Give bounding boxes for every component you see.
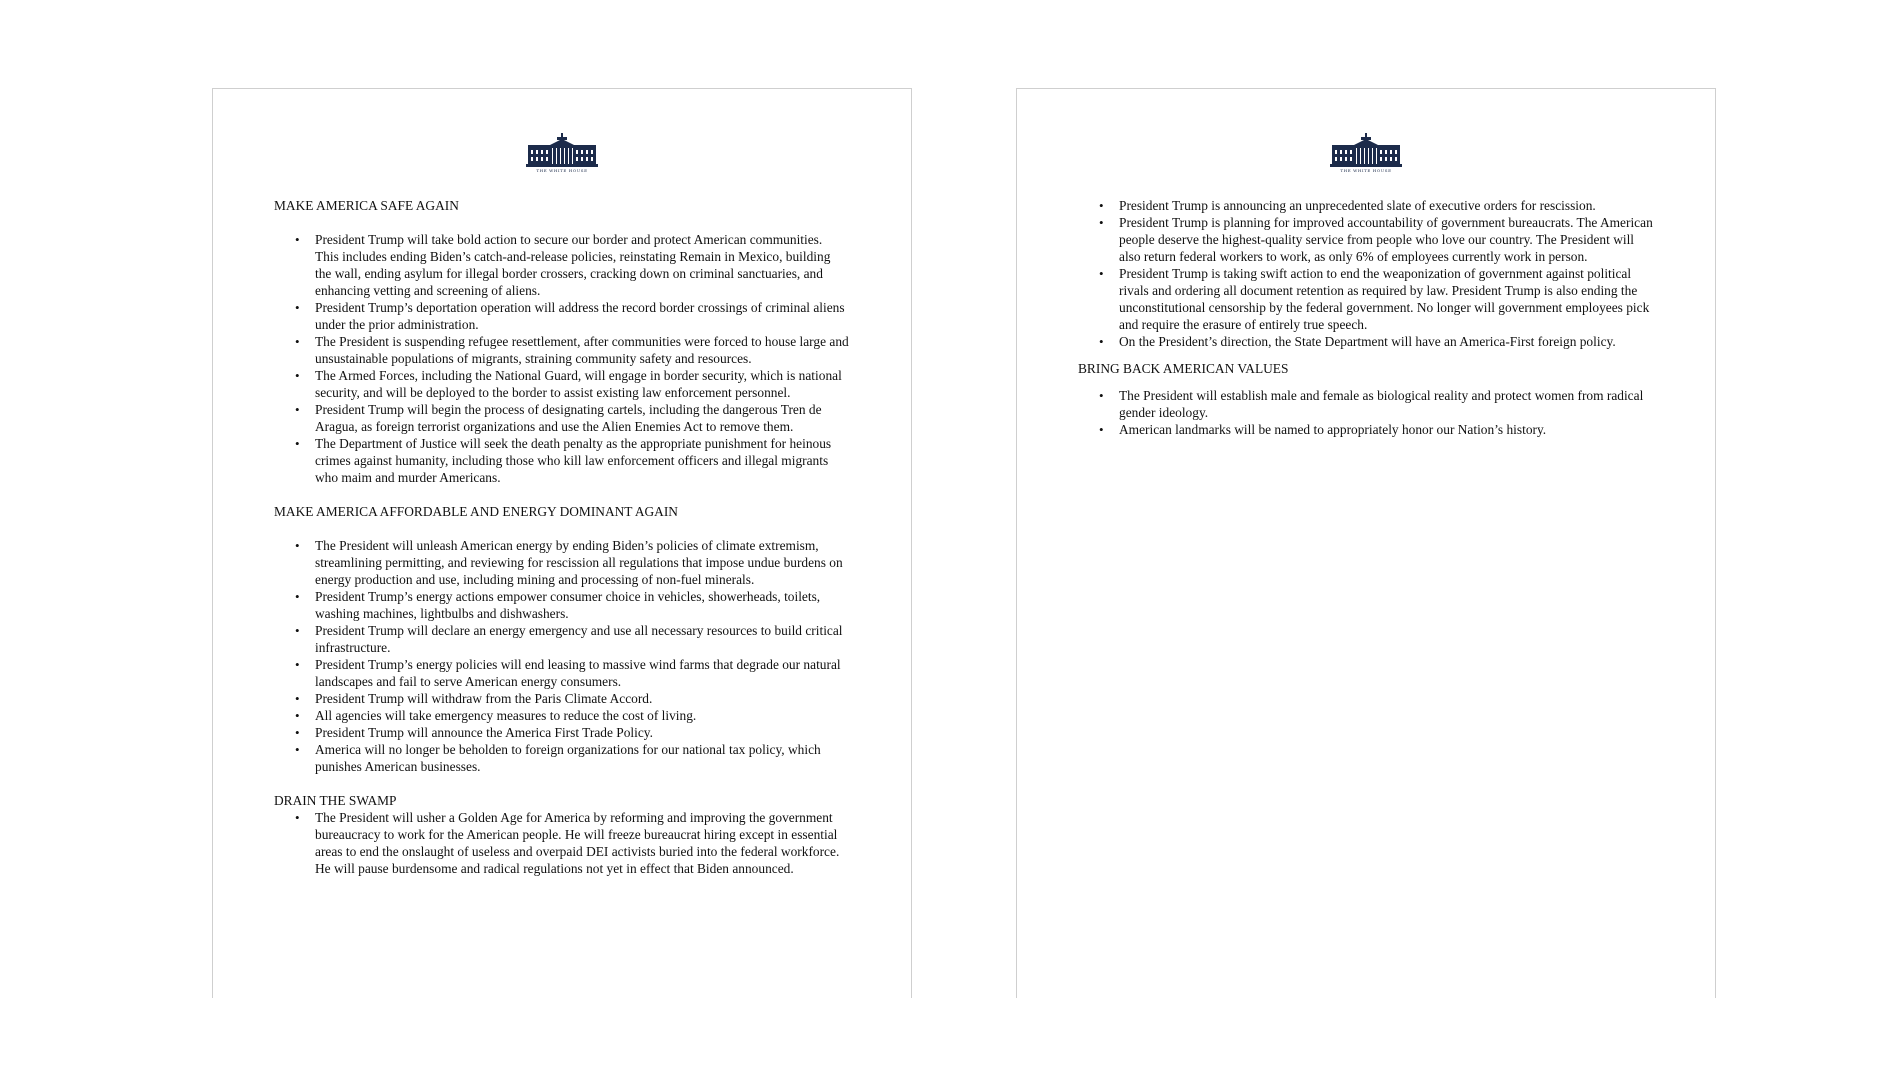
bullet-item: • The Department of Justice will seek the death penalty as the appropriate punishment for heinous crimes against humanity, including those who kill law enforcement officers and illegal migrants who maim and murder Americans. (315, 435, 849, 486)
bullet-item: • President Trump’s deportation operation will address the record border crossings of criminal aliens under the prior administration. (315, 299, 849, 333)
bullet-list (1078, 197, 1653, 350)
bullet-item: • President Trump is taking swift action to end the weaponization of government against political rivals and ordering all document retention as required by law. President Trump is also ending the unconstitutional censorship by the federal government. No longer will government employees pick and require the erasure of entirely true speech. (1119, 265, 1653, 333)
bullet-item: • American landmarks will be named to appropriately honor our Nation’s history. (1119, 421, 1653, 438)
document-page-1 (212, 88, 912, 998)
logo-caption: THE WHITE HOUSE (536, 168, 588, 173)
white-house-logo (1017, 133, 1715, 173)
bullet-item: • President Trump’s energy actions empower consumer choice in vehicles, showerheads, toilets, washing machines, lightbulbs and dishwashers. (315, 588, 849, 622)
bullet-item: • On the President’s direction, the State Department will have an America-First foreign policy. (1119, 333, 1653, 350)
bullet-item: • America will no longer be beholden to foreign organizations for our national tax policy, which punishes American businesses. (315, 741, 849, 775)
document-page-2 (1016, 88, 1716, 998)
section-heading: BRING BACK AMERICAN VALUES (1078, 361, 1289, 376)
bullet-item: • President Trump will begin the process of designating cartels, including the dangerous Tren de Aragua, as foreign terrorist organizations and use the Alien Enemies Act to remove them. (315, 401, 849, 435)
page-2-content (1078, 197, 1653, 438)
logo-caption: THE WHITE HOUSE (1340, 168, 1392, 173)
bullet-item: • The President will usher a Golden Age for America by reforming and improving the government bureaucracy to work for the American people. He will freeze bureaucrat hiring except in essential areas to end the onslaught of useless and overpaid DEI activists buried into the federal workforce. He will pause burdensome and radical regulations not yet in effect that Biden announced. (315, 809, 849, 877)
bullet-item: • The President will establish male and female as biological reality and protect women from radical gender ideology. (1119, 387, 1653, 421)
bullet-item: • The President will unleash American energy by ending Biden’s policies of climate extremism, streamlining permitting, and reviewing for rescission all regulations that impose undue burdens on energy production and use, including mining and processing of non-fuel minerals. (315, 537, 849, 588)
bullet-list (274, 537, 849, 775)
white-house-logo (213, 133, 911, 173)
section-heading: MAKE AMERICA SAFE AGAIN (274, 198, 459, 213)
section-heading: DRAIN THE SWAMP (274, 793, 397, 808)
bullet-list (1078, 387, 1653, 438)
white-house-building-icon (1330, 133, 1402, 167)
bullet-list (274, 809, 849, 877)
bullet-item: • President Trump will withdraw from the Paris Climate Accord. (315, 690, 849, 707)
bullet-item: • President Trump will announce the America First Trade Policy. (315, 724, 849, 741)
bullet-item: • President Trump’s energy policies will end leasing to massive wind farms that degrade our natural landscapes and fail to serve American energy consumers. (315, 656, 849, 690)
bullet-item: • All agencies will take emergency measures to reduce the cost of living. (315, 707, 849, 724)
bullet-item: • President Trump is planning for improved accountability of government bureaucrats. The American people deserve the highest-quality service from people who love our country. The President will also return federal workers to work, as only 6% of employees currently work in person. (1119, 214, 1653, 265)
white-house-building-icon (526, 133, 598, 167)
bullet-item: • The President is suspending refugee resettlement, after communities were forced to house large and unsustainable populations of migrants, straining community safety and resources. (315, 333, 849, 367)
bullet-item: • President Trump will take bold action to secure our border and protect American communities. This includes ending Biden’s catch-and-release policies, reinstating Remain in Mexico, building the wall, ending asylum for illegal border crossers, cracking down on criminal sanctuaries, and enhancing vetting and screening of aliens. (315, 231, 849, 299)
bullet-list (274, 231, 849, 486)
page-1-content (274, 197, 849, 877)
bullet-item: • The Armed Forces, including the National Guard, will engage in border security, which is national security, and will be deployed to the border to assist existing law enforcement personnel. (315, 367, 849, 401)
section-heading: MAKE AMERICA AFFORDABLE AND ENERGY DOMINANT AGAIN (274, 504, 678, 519)
bullet-item: • President Trump is announcing an unprecedented slate of executive orders for rescission. (1119, 197, 1653, 214)
bullet-item: • President Trump will declare an energy emergency and use all necessary resources to build critical infrastructure. (315, 622, 849, 656)
